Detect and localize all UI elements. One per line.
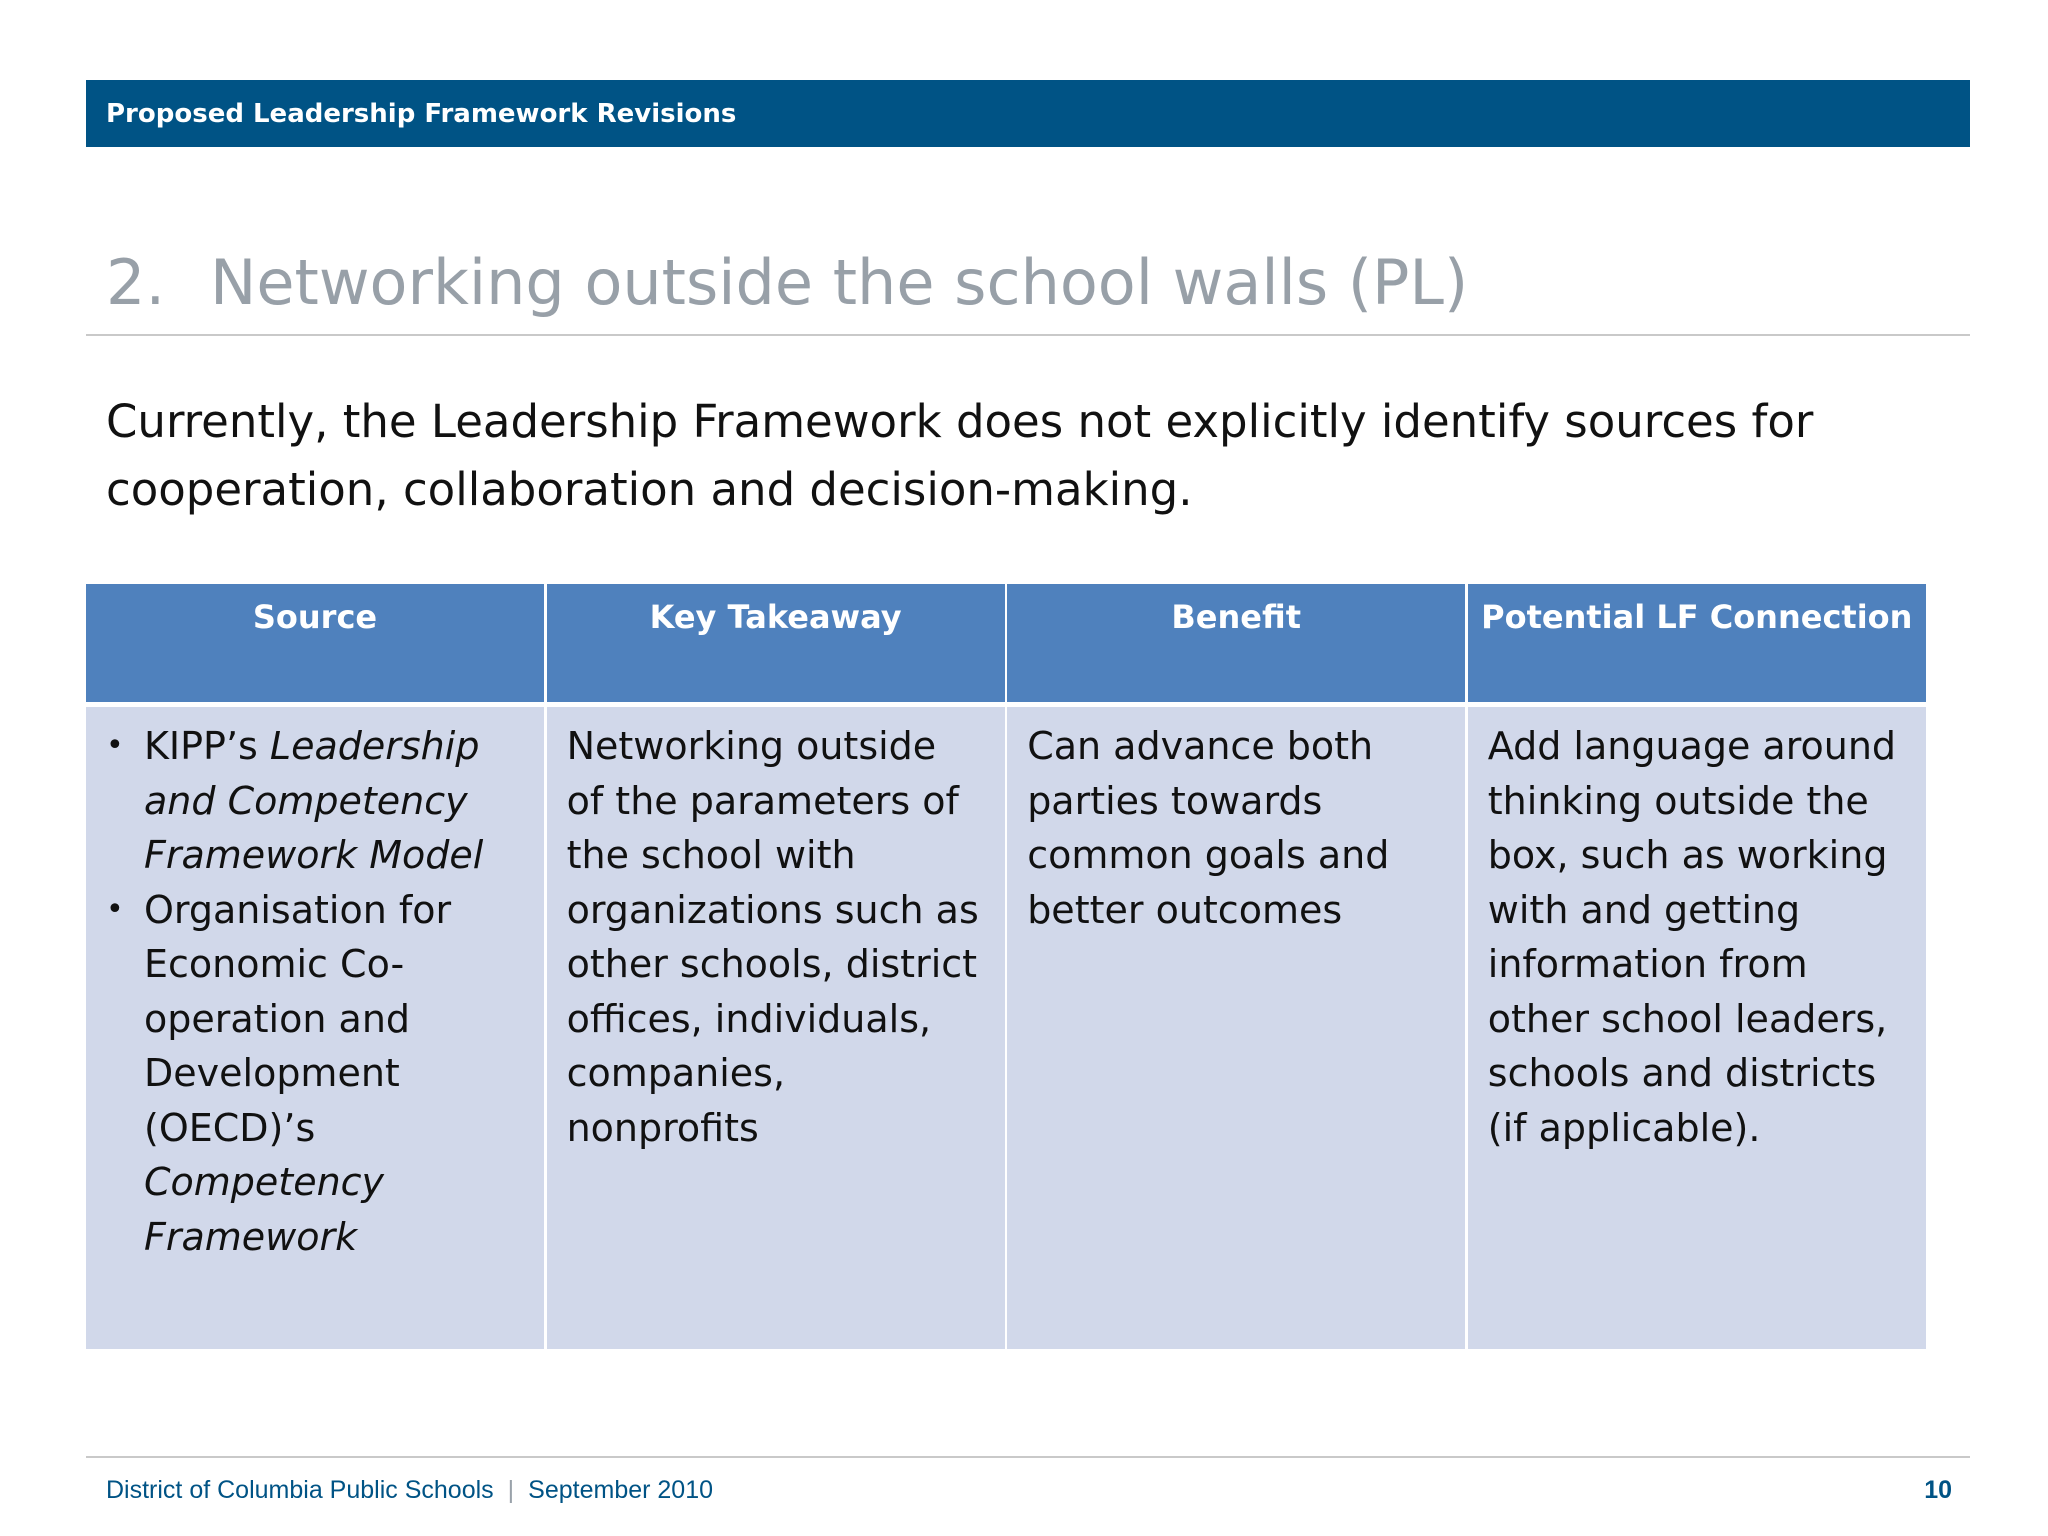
column-header-lf-connection: Potential LF Connection (1468, 584, 1926, 702)
column-header-source: Source (86, 584, 544, 702)
page-title (106, 246, 1468, 319)
source-1-title: Leadership and Competency Framework Model (144, 724, 484, 877)
column-header-benefit: Benefit (1007, 584, 1465, 702)
top-header-bar (86, 80, 1970, 147)
footer-date: September 2010 (528, 1476, 714, 1504)
header-bar-title: Proposed Leadership Framework Revisions (106, 98, 737, 129)
comparison-table (86, 584, 1926, 1344)
page-number: 10 (1924, 1476, 1952, 1504)
heading-divider (86, 334, 1970, 336)
cell-lf-connection: Add language around thinking outside the box, such as working with and getting information from other school leaders, schools and districts (if applicable). (1468, 707, 1926, 1349)
source-1-prefix: KIPP’s (144, 724, 270, 768)
footer-separator: | (507, 1476, 515, 1504)
source-list-item (106, 883, 524, 1265)
column-header-key-takeaway: Key Takeaway (547, 584, 1005, 702)
source-list-item (106, 719, 524, 883)
footer-organization: District of Columbia Public Schools (106, 1476, 494, 1504)
cell-source (86, 707, 544, 1349)
source-2-prefix: Organisation for Economic Co-operation and Development (OECD)’s (144, 887, 452, 1150)
footer-divider (86, 1456, 1970, 1458)
source-2-title: Competency Framework (144, 1160, 385, 1259)
heading-number: 2. (106, 246, 166, 319)
bullet-icon: • (106, 728, 124, 763)
heading-text: Networking outside the school walls (PL) (210, 246, 1469, 319)
cell-benefit: Can advance both parties towards common goals and better outcomes (1007, 707, 1465, 1349)
cell-key-takeaway: Networking outside of the parameters of the school with organizations such as other schools, district offices, individuals, companies, nonprofits (547, 707, 1005, 1349)
source-list (106, 719, 524, 1264)
intro-paragraph: Currently, the Leadership Framework does not explicitly identify sources for cooperation, collaboration and decision-making. (106, 395, 1814, 516)
bullet-icon: • (106, 891, 124, 927)
footer-info (106, 1476, 713, 1505)
